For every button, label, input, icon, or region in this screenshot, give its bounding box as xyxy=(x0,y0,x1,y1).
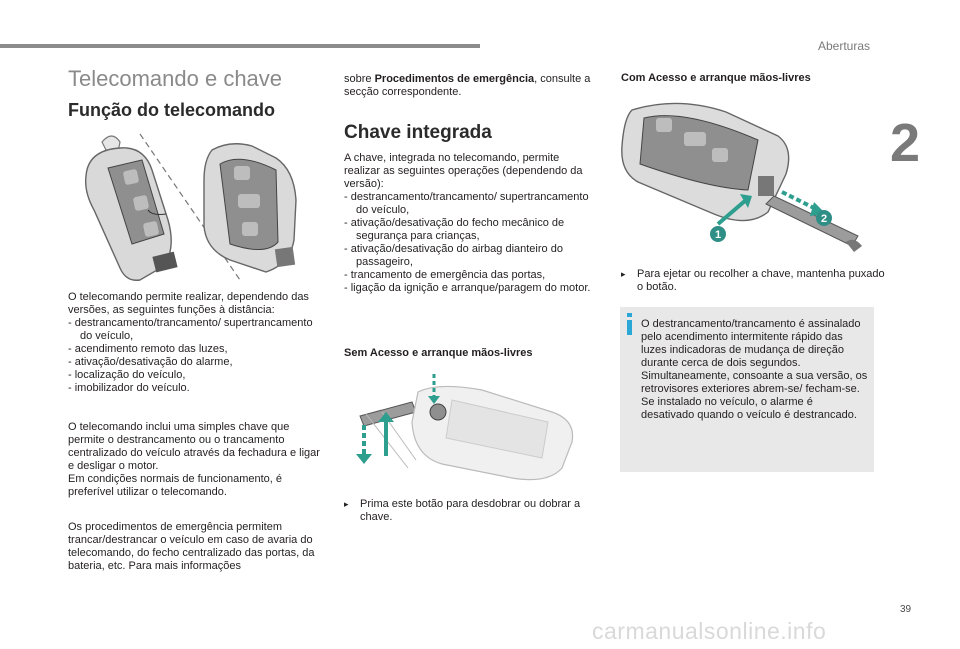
release-button-icon xyxy=(758,176,774,196)
remote-intro: O telecomando permite realizar, dependendo das versões, as seguintes funções à distância: xyxy=(68,291,309,316)
list-item: - ativação/desativação do fecho mecânico de segurança para crianças, xyxy=(344,217,598,243)
info-line: Se instalado no veículo, o alarme é desativado quando o veículo é destrancado. xyxy=(641,396,857,421)
watermark: carmanualsonline.info xyxy=(592,618,827,644)
fold-button-icon xyxy=(430,404,446,420)
fold-instruction xyxy=(344,498,612,524)
callout-2-label: 2 xyxy=(820,213,828,225)
info-line: O destrancamento/trancamento é assinalado pelo acendimento intermitente rápido das luzes indicadoras de mudança de direção durante cerca de dois segundos. xyxy=(641,318,861,369)
remote-functions-block xyxy=(68,291,322,395)
paragraph: O telecomando inclui uma simples chave que permite o destrancamento ou o trancamento centralizado do veículo através da fechadura e ligar e desligar o motor. xyxy=(68,421,320,472)
emergency-reference xyxy=(344,73,594,99)
folded-key-image xyxy=(86,136,178,280)
list-item: - ativação/desativação do alarme, xyxy=(68,356,322,369)
list-item: - imobilizador do veículo. xyxy=(68,382,322,395)
remote-key-illustration xyxy=(80,130,320,290)
instruction-arrow-icon: ▸ xyxy=(344,499,349,509)
hands-free-key-image xyxy=(204,144,296,272)
callout-1-label: 1 xyxy=(714,229,722,241)
integrated-intro: A chave, integrada no telecomando, permite realizar as seguintes operações (dependendo da versão): xyxy=(344,152,583,190)
integrated-key-block xyxy=(344,152,598,295)
instruction-text: Para ejetar ou recolher a chave, mantenha puxado o botão. xyxy=(637,268,885,293)
section-title: Aberturas xyxy=(818,39,871,53)
emergency-procedures-link: Procedimentos de emergência xyxy=(374,73,535,85)
text-run: , consulte a secção correspondente. xyxy=(344,73,591,98)
list-item: - ligação da ignição e arranque/paragem do motor. xyxy=(344,282,598,295)
eject-instruction xyxy=(621,268,887,294)
page-title: Telecomando e chave xyxy=(68,66,283,91)
info-text xyxy=(641,318,869,422)
simple-key-paragraph xyxy=(68,421,322,499)
list-item: - ativação/desativação do airbag dianteiro do passageiro, xyxy=(344,243,598,269)
list-item: - destrancamento/trancamento/ supertrancamento do veículo, xyxy=(344,191,598,217)
chapter-number: 2 xyxy=(890,113,921,173)
instruction-text: Prima este botão para desdobrar ou dobrar a chave. xyxy=(360,498,581,523)
emergency-paragraph: Os procedimentos de emergência permitem trancar/destrancar o veículo em caso de avaria do telecomando, do fecho centralizado das portas, da bateria, etc. Para mais informações xyxy=(68,521,315,572)
list-item: - acendimento remoto das luzes, xyxy=(68,343,322,356)
info-line: Simultaneamente, consoante a sua versão, os retrovisores exteriores abrem-se/ fecham-se. xyxy=(641,370,868,395)
section-heading-remote: Função do telecomando xyxy=(68,100,276,120)
ejected-key-blade-image xyxy=(766,196,858,246)
paragraph: Em condições normais de funcionamento, é preferível utilizar o telecomando. xyxy=(68,473,283,498)
remote-function-list xyxy=(68,317,322,395)
subsection-with-handsfree: Com Acesso e arranque mãos-livres xyxy=(621,72,811,84)
info-icon xyxy=(627,313,632,335)
subsection-without-handsfree: Sem Acesso e arranque mãos-livres xyxy=(344,347,533,359)
list-item: - localização do veículo, xyxy=(68,369,322,382)
instruction-arrow-icon: ▸ xyxy=(621,269,626,279)
eject-key-illustration xyxy=(618,96,874,256)
integrated-operation-list xyxy=(344,191,598,295)
header-rule xyxy=(0,44,480,48)
text-run: sobre xyxy=(344,73,375,85)
fold-key-illustration xyxy=(352,372,586,490)
list-item: - trancamento de emergência das portas, xyxy=(344,269,598,282)
section-heading-integrated-key: Chave integrada xyxy=(344,122,492,143)
page-number: 39 xyxy=(900,604,912,615)
list-item: - destrancamento/trancamento/ supertrancamento do veículo, xyxy=(68,317,322,343)
